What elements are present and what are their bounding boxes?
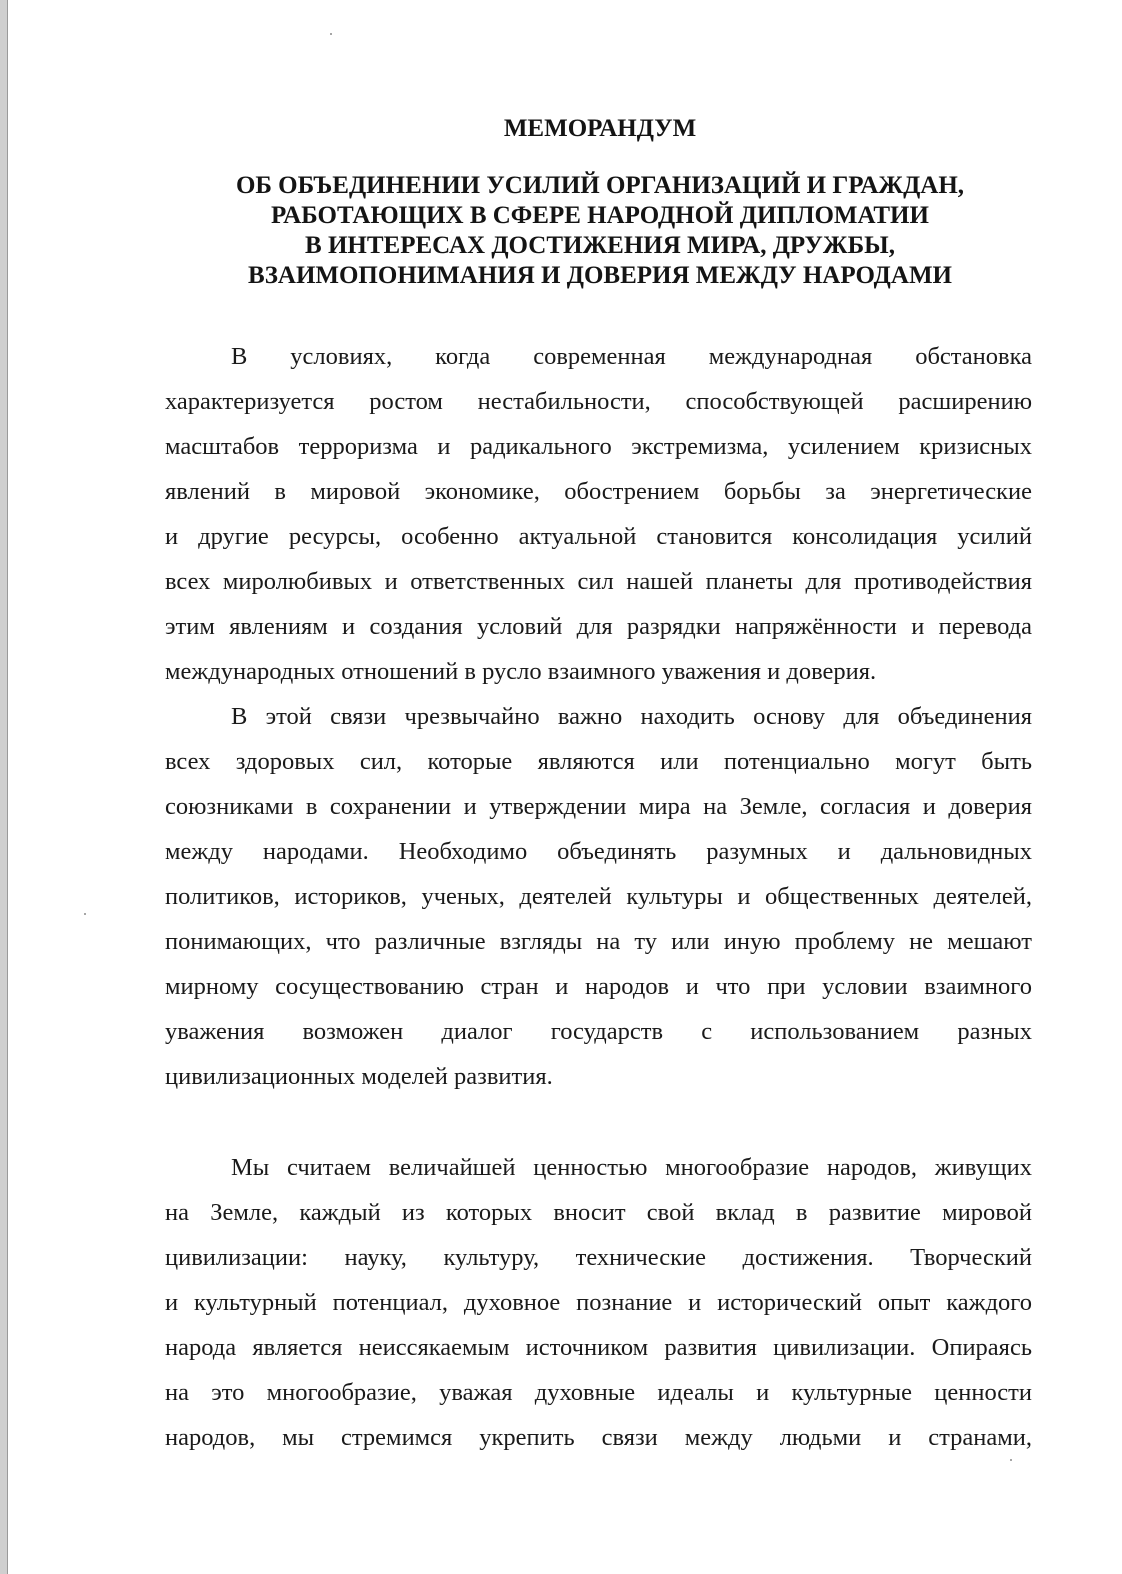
subtitle-line: ВЗАИМОПОНИМАНИЯ И ДОВЕРИЯ МЕЖДУ НАРОДАМИ	[248, 262, 952, 289]
text-line: цивилизации: науку, культуру, технические достижения. Творческий	[165, 1244, 1032, 1271]
subtitle-line: ОБ ОБЪЕДИНЕНИИ УСИЛИЙ ОРГАНИЗАЦИЙ И ГРАЖДАН,	[235, 172, 965, 199]
text-line: международных отношений в русло взаимного уважения и доверия.	[165, 658, 877, 685]
text-line: между народами. Необходимо объединять разумных и дальновидных	[165, 838, 1032, 865]
subtitle-line: В ИНТЕРЕСАХ ДОСТИЖЕНИЯ МИРА, ДРУЖБЫ,	[305, 232, 895, 259]
scan-speck	[330, 33, 332, 35]
text-line: на это многообразие, уважая духовные идеалы и культурные ценности	[165, 1379, 1032, 1406]
text-line: В условиях, когда современная международная обстановка	[231, 343, 1032, 370]
document-title: МЕМОРАНДУМ	[503, 115, 697, 142]
text-line: цивилизационных моделей развития.	[165, 1063, 553, 1090]
scan-speck	[84, 913, 86, 915]
document-subtitle	[165, 171, 1035, 291]
page-left-edge-line	[7, 0, 8, 1574]
body-paragraph-1	[165, 334, 1032, 694]
page-left-edge	[0, 0, 7, 1574]
text-line: народов, мы стремимся укрепить связи между людьми и странами,	[165, 1424, 1032, 1451]
text-line: уважения возможен диалог государств с использованием разных	[165, 1018, 1032, 1045]
text-line: всех миролюбивых и ответственных сил нашей планеты для противодействия	[165, 568, 1032, 595]
text-line: характеризуется ростом нестабильности, способствующей расширению	[165, 388, 1032, 415]
body-paragraph-3	[165, 1145, 1032, 1460]
text-line: Мы считаем величайшей ценностью многообразие народов, живущих	[231, 1154, 1032, 1181]
text-line: масштабов терроризма и радикального экстремизма, усилением кризисных	[165, 433, 1032, 460]
text-line: В этой связи чрезвычайно важно находить основу для объединения	[231, 703, 1032, 730]
text-line: на Земле, каждый из которых вносит свой вклад в развитие мировой	[165, 1199, 1032, 1226]
text-line: явлений в мировой экономике, обострением борьбы за энергетические	[165, 478, 1032, 505]
text-line: и другие ресурсы, особенно актуальной становится консолидация усилий	[165, 523, 1032, 550]
text-line: этим явлениям и создания условий для разрядки напряжённости и перевода	[165, 613, 1032, 640]
text-line: народа является неиссякаемым источником развития цивилизации. Опираясь	[165, 1334, 1032, 1361]
text-line: мирному сосуществованию стран и народов и что при условии взаимного	[165, 973, 1032, 1000]
text-line: политиков, историков, ученых, деятелей культуры и общественных деятелей,	[165, 883, 1032, 910]
text-line: всех здоровых сил, которые являются или потенциально могут быть	[165, 748, 1032, 775]
text-line: союзниками в сохранении и утверждении мира на Земле, согласия и доверия	[165, 793, 1032, 820]
body-paragraph-2	[165, 694, 1032, 1099]
subtitle-line: РАБОТАЮЩИХ В СФЕРЕ НАРОДНОЙ ДИПЛОМАТИИ	[271, 202, 929, 229]
text-line: и культурный потенциал, духовное познание и исторический опыт каждого	[165, 1289, 1032, 1316]
text-line: понимающих, что различные взгляды на ту или иную проблему не мешают	[165, 928, 1032, 955]
